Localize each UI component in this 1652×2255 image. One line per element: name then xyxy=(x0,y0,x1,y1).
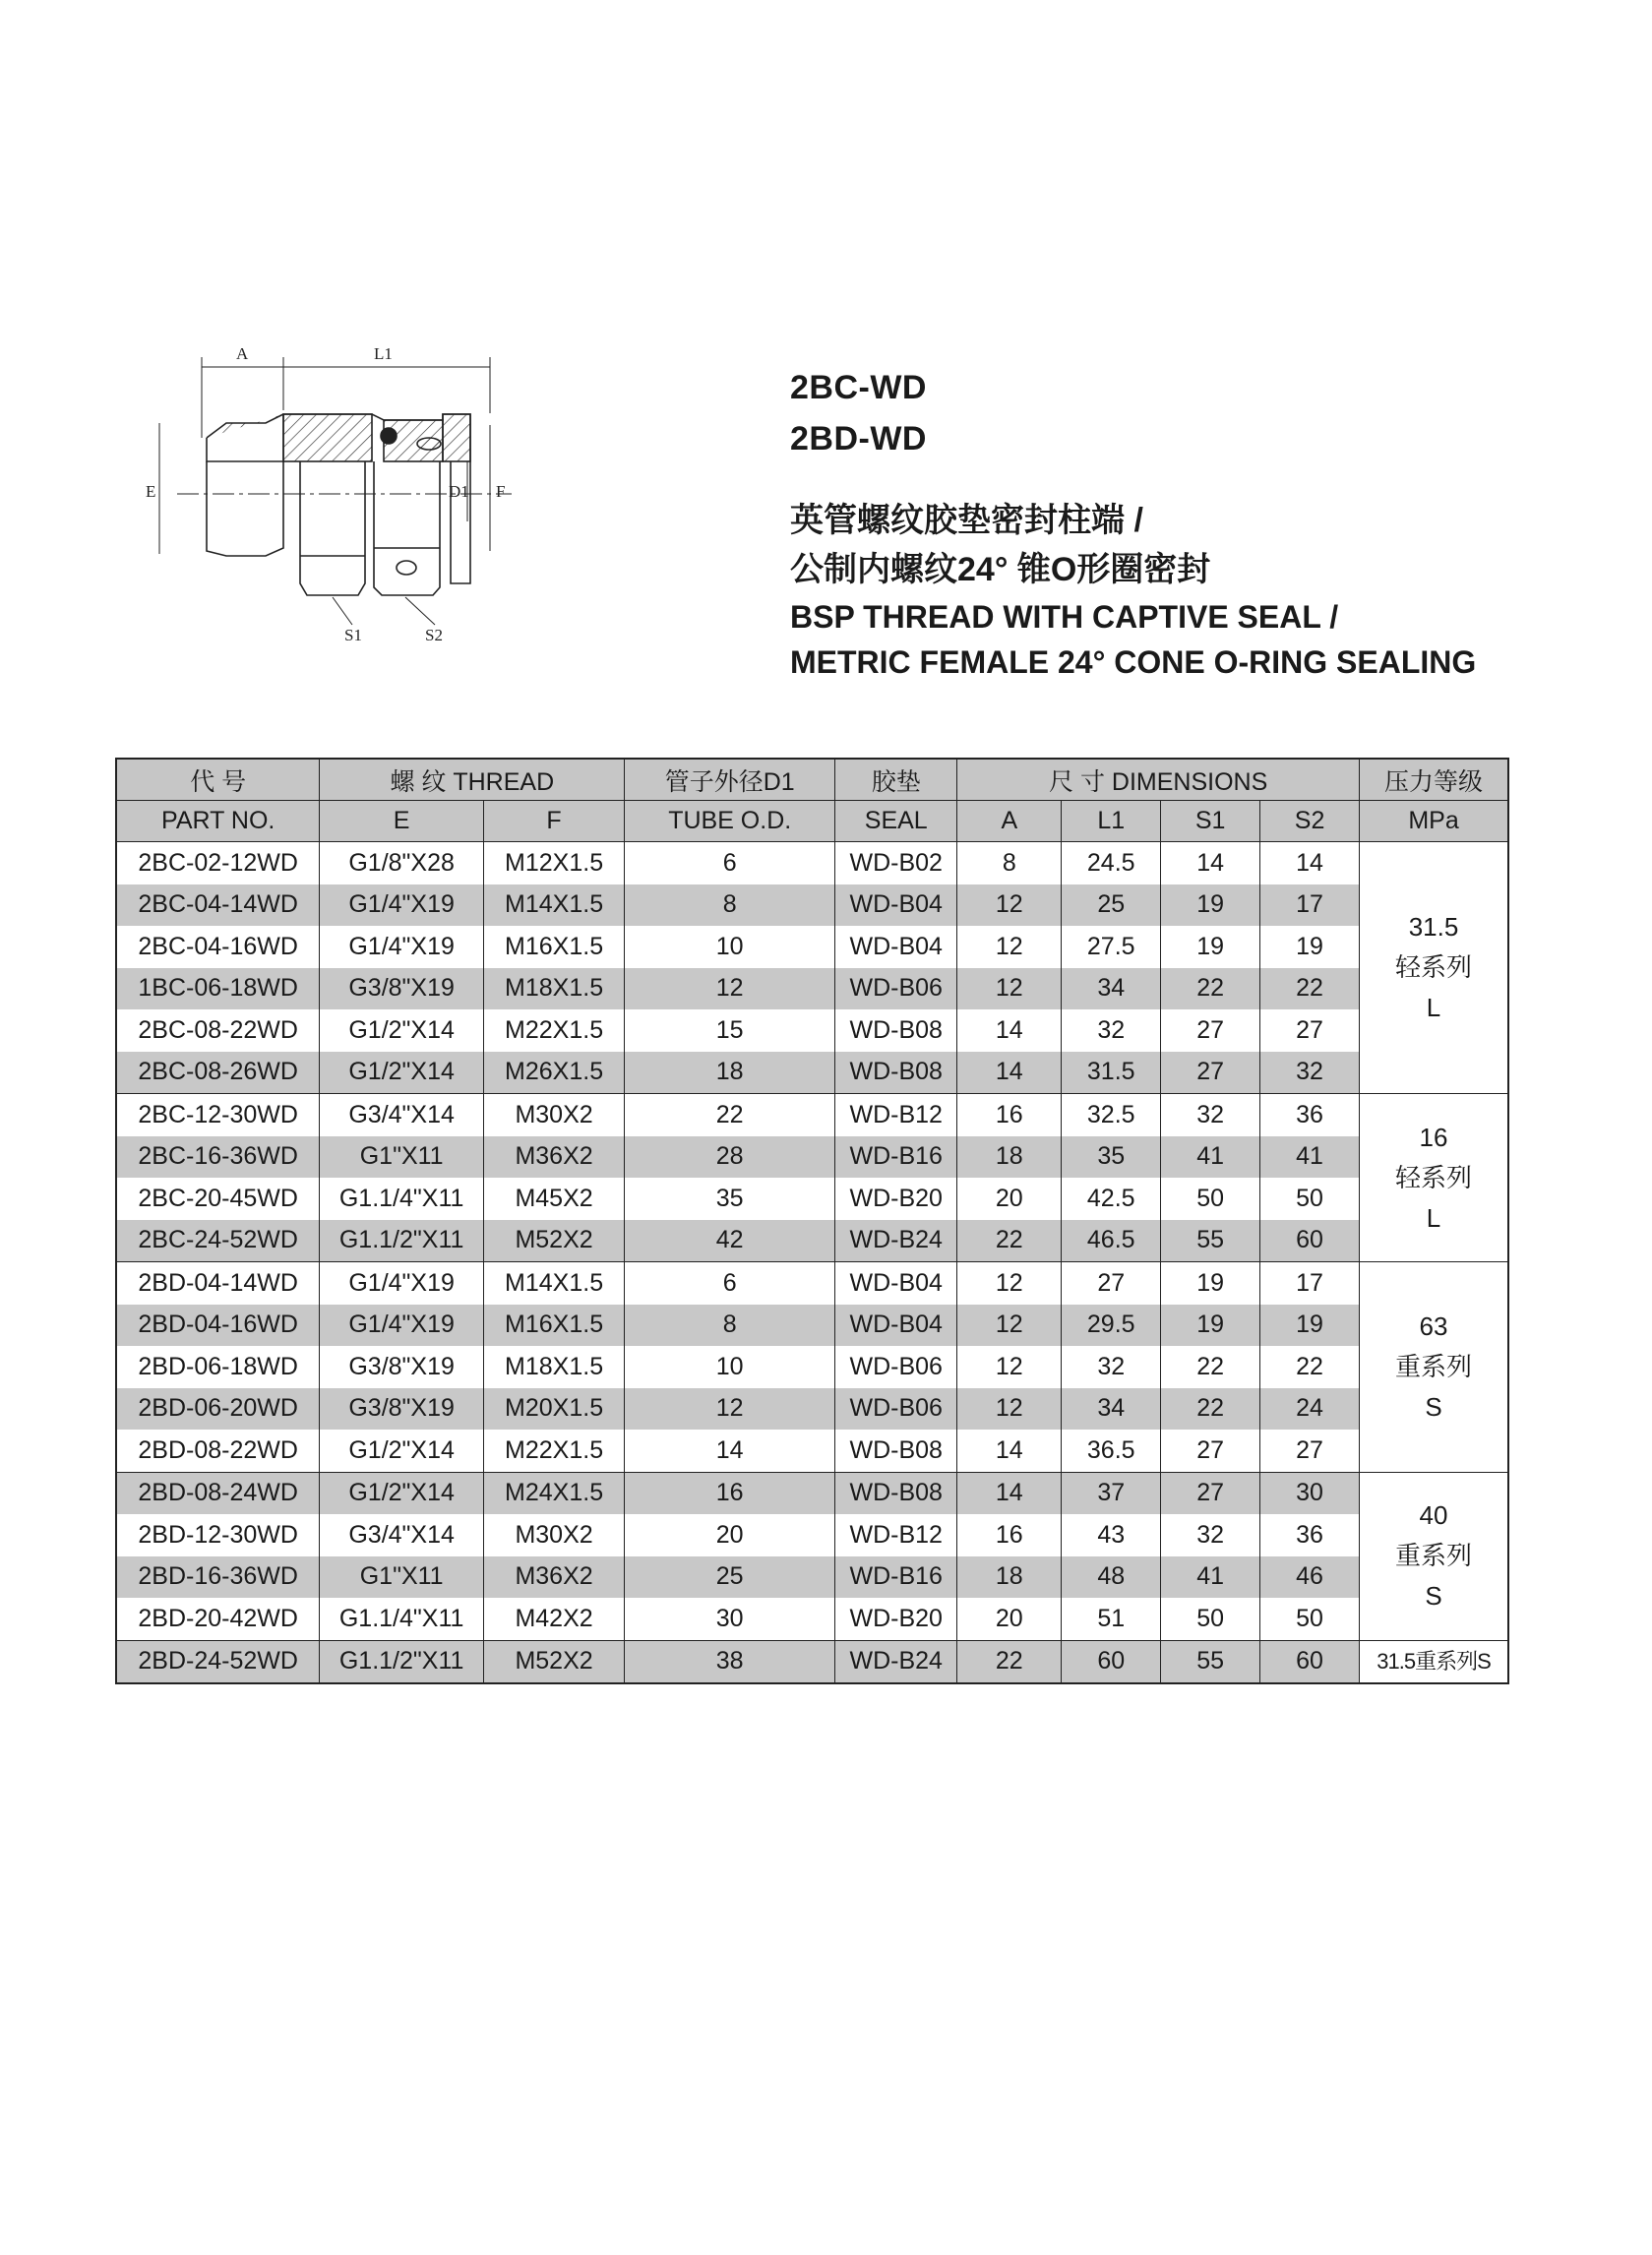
cell-e: G3/4"X14 xyxy=(320,1514,484,1556)
cell-s1: 41 xyxy=(1161,1136,1260,1179)
cell-part: 2BC-24-52WD xyxy=(116,1220,320,1262)
cell-seal: WD-B16 xyxy=(835,1556,957,1599)
table-row xyxy=(116,1514,1508,1556)
cell-s1: 27 xyxy=(1161,1472,1260,1514)
cell-part: 2BD-08-24WD xyxy=(116,1472,320,1514)
cell-part: 2BD-08-22WD xyxy=(116,1430,320,1472)
cell-a: 20 xyxy=(957,1178,1062,1220)
table-row xyxy=(116,842,1508,884)
cell-a: 20 xyxy=(957,1598,1062,1640)
cell-s2: 19 xyxy=(1260,926,1360,968)
cell-a: 12 xyxy=(957,1346,1062,1388)
cell-seal: WD-B20 xyxy=(835,1598,957,1640)
cell-l1: 42.5 xyxy=(1062,1178,1161,1220)
cell-s2: 30 xyxy=(1260,1472,1360,1514)
cell-s2: 41 xyxy=(1260,1136,1360,1179)
header-seal-cn: 胶垫 xyxy=(835,759,957,801)
table-row xyxy=(116,1346,1508,1388)
cell-tube: 22 xyxy=(625,1094,835,1136)
cell-f: M18X1.5 xyxy=(483,1346,624,1388)
cell-s2: 46 xyxy=(1260,1556,1360,1599)
header-s2: S2 xyxy=(1260,801,1360,842)
cell-tube: 18 xyxy=(625,1052,835,1094)
cell-s1: 55 xyxy=(1161,1220,1260,1262)
cell-tube: 35 xyxy=(625,1178,835,1220)
table-row xyxy=(116,1178,1508,1220)
cell-a: 12 xyxy=(957,1305,1062,1347)
cell-s2: 19 xyxy=(1260,1305,1360,1347)
cell-s2: 27 xyxy=(1260,1009,1360,1052)
cell-l1: 43 xyxy=(1062,1514,1161,1556)
cell-tube: 30 xyxy=(625,1598,835,1640)
header-thread: 螺 纹 THREAD xyxy=(320,759,625,801)
cell-f: M16X1.5 xyxy=(483,926,624,968)
cell-s2: 36 xyxy=(1260,1094,1360,1136)
cell-part: 2BC-08-26WD xyxy=(116,1052,320,1094)
cell-f: M30X2 xyxy=(483,1514,624,1556)
cell-l1: 46.5 xyxy=(1062,1220,1161,1262)
cell-s2: 36 xyxy=(1260,1514,1360,1556)
model-code-1: 2BC-WD xyxy=(790,369,927,406)
pressure-group xyxy=(1360,1094,1508,1262)
cell-f: M22X1.5 xyxy=(483,1009,624,1052)
cell-s2: 22 xyxy=(1260,1346,1360,1388)
cell-part: 2BD-04-14WD xyxy=(116,1262,320,1305)
cell-seal: WD-B20 xyxy=(835,1178,957,1220)
cell-a: 16 xyxy=(957,1094,1062,1136)
table-row xyxy=(116,1556,1508,1599)
title-en-line-1: BSP THREAD WITH CAPTIVE SEAL / xyxy=(790,599,1339,635)
cell-seal: WD-B08 xyxy=(835,1430,957,1472)
cell-a: 22 xyxy=(957,1640,1062,1683)
pressure-group xyxy=(1360,1640,1508,1683)
cell-l1: 51 xyxy=(1062,1598,1161,1640)
cell-l1: 27 xyxy=(1062,1262,1161,1305)
cell-seal: WD-B04 xyxy=(835,926,957,968)
cell-e: G1"X11 xyxy=(320,1136,484,1179)
cell-e: G1/2"X14 xyxy=(320,1009,484,1052)
cell-a: 12 xyxy=(957,1388,1062,1431)
table-row xyxy=(116,1009,1508,1052)
cell-f: M30X2 xyxy=(483,1094,624,1136)
cell-s1: 27 xyxy=(1161,1052,1260,1094)
table-row xyxy=(116,1262,1508,1305)
header-seal: SEAL xyxy=(835,801,957,842)
cell-s1: 50 xyxy=(1161,1178,1260,1220)
cell-l1: 60 xyxy=(1062,1640,1161,1683)
pressure-group xyxy=(1360,1472,1508,1640)
header-part-no: PART NO. xyxy=(116,801,320,842)
cell-s1: 27 xyxy=(1161,1430,1260,1472)
pressure-line: 轻系列 xyxy=(1395,952,1473,982)
cell-l1: 32.5 xyxy=(1062,1094,1161,1136)
pressure-line: 63 xyxy=(1419,1310,1448,1341)
cell-tube: 8 xyxy=(625,1305,835,1347)
dim-label-d1: D1 xyxy=(449,482,469,501)
cell-s1: 14 xyxy=(1161,842,1260,884)
cell-e: G1/2"X14 xyxy=(320,1430,484,1472)
cell-f: M45X2 xyxy=(483,1178,624,1220)
cell-part: 2BC-08-22WD xyxy=(116,1009,320,1052)
cell-e: G3/8"X19 xyxy=(320,1346,484,1388)
cell-e: G3/4"X14 xyxy=(320,1094,484,1136)
cell-part: 2BC-02-12WD xyxy=(116,842,320,884)
table-row xyxy=(116,1094,1508,1136)
cell-a: 18 xyxy=(957,1556,1062,1599)
table-row xyxy=(116,884,1508,927)
cell-a: 14 xyxy=(957,1052,1062,1094)
cell-tube: 12 xyxy=(625,968,835,1010)
cell-f: M20X1.5 xyxy=(483,1388,624,1431)
cell-tube: 8 xyxy=(625,884,835,927)
cell-s2: 50 xyxy=(1260,1598,1360,1640)
cell-s1: 41 xyxy=(1161,1556,1260,1599)
cell-seal: WD-B06 xyxy=(835,1388,957,1431)
pressure-line: S xyxy=(1425,1581,1442,1611)
cell-seal: WD-B04 xyxy=(835,884,957,927)
cell-s2: 14 xyxy=(1260,842,1360,884)
cell-s1: 50 xyxy=(1161,1598,1260,1640)
table-row xyxy=(116,968,1508,1010)
cell-part: 2BD-12-30WD xyxy=(116,1514,320,1556)
cell-part: 2BC-04-14WD xyxy=(116,884,320,927)
cell-f: M52X2 xyxy=(483,1220,624,1262)
cell-tube: 38 xyxy=(625,1640,835,1683)
cell-a: 12 xyxy=(957,926,1062,968)
cell-a: 8 xyxy=(957,842,1062,884)
table-row xyxy=(116,1598,1508,1640)
cell-tube: 16 xyxy=(625,1472,835,1514)
pressure-group xyxy=(1360,1262,1508,1473)
cell-seal: WD-B08 xyxy=(835,1472,957,1514)
cell-a: 14 xyxy=(957,1472,1062,1514)
cell-e: G1/4"X19 xyxy=(320,926,484,968)
cell-tube: 6 xyxy=(625,1262,835,1305)
cell-f: M36X2 xyxy=(483,1136,624,1179)
cell-s1: 19 xyxy=(1161,884,1260,927)
cell-f: M36X2 xyxy=(483,1556,624,1599)
cell-seal: WD-B16 xyxy=(835,1136,957,1179)
cell-part: 2BC-12-30WD xyxy=(116,1094,320,1136)
pressure-line: 40 xyxy=(1419,1500,1448,1530)
cell-seal: WD-B08 xyxy=(835,1052,957,1094)
cell-l1: 34 xyxy=(1062,968,1161,1010)
cell-seal: WD-B08 xyxy=(835,1009,957,1052)
cell-s2: 50 xyxy=(1260,1178,1360,1220)
cell-s2: 22 xyxy=(1260,968,1360,1010)
dim-label-f: F xyxy=(496,482,506,501)
cell-s1: 19 xyxy=(1161,926,1260,968)
header-part-no-cn: 代 号 xyxy=(116,759,320,801)
cell-a: 14 xyxy=(957,1430,1062,1472)
cell-e: G3/8"X19 xyxy=(320,968,484,1010)
cell-l1: 35 xyxy=(1062,1136,1161,1179)
cell-f: M12X1.5 xyxy=(483,842,624,884)
cell-tube: 42 xyxy=(625,1220,835,1262)
header-f: F xyxy=(483,801,624,842)
cell-e: G1.1/4"X11 xyxy=(320,1598,484,1640)
table-row xyxy=(116,1472,1508,1514)
cell-seal: WD-B04 xyxy=(835,1305,957,1347)
cell-tube: 10 xyxy=(625,926,835,968)
cell-e: G1.1/2"X11 xyxy=(320,1220,484,1262)
cell-s2: 24 xyxy=(1260,1388,1360,1431)
cell-s2: 17 xyxy=(1260,1262,1360,1305)
pressure-line: L xyxy=(1426,993,1441,1022)
pressure-group xyxy=(1360,842,1508,1094)
cell-e: G1/8"X28 xyxy=(320,842,484,884)
cell-s1: 22 xyxy=(1161,1346,1260,1388)
cell-l1: 36.5 xyxy=(1062,1430,1161,1472)
header-row-1 xyxy=(116,759,1508,801)
cell-part: 2BD-16-36WD xyxy=(116,1556,320,1599)
cell-s1: 22 xyxy=(1161,968,1260,1010)
dim-label-e: E xyxy=(146,482,156,501)
pressure-line: 轻系列 xyxy=(1395,1162,1473,1192)
cell-l1: 27.5 xyxy=(1062,926,1161,968)
pressure-line: 重系列 xyxy=(1395,1351,1473,1381)
cell-e: G1/2"X14 xyxy=(320,1472,484,1514)
cell-l1: 31.5 xyxy=(1062,1052,1161,1094)
cell-l1: 34 xyxy=(1062,1388,1161,1431)
cell-seal: WD-B06 xyxy=(835,1346,957,1388)
cell-e: G1"X11 xyxy=(320,1556,484,1599)
dim-label-l1: L1 xyxy=(374,344,393,363)
cell-part: 2BC-16-36WD xyxy=(116,1136,320,1179)
cell-f: M16X1.5 xyxy=(483,1305,624,1347)
cell-part: 2BD-20-42WD xyxy=(116,1598,320,1640)
cell-e: G1.1/4"X11 xyxy=(320,1178,484,1220)
title-cn-line-2: 公制内螺纹24° 锥O形圈密封 xyxy=(790,551,1211,588)
cell-part: 2BD-24-52WD xyxy=(116,1640,320,1683)
table-row xyxy=(116,1052,1508,1094)
table-row xyxy=(116,1388,1508,1431)
table-row xyxy=(116,1136,1508,1179)
cell-a: 16 xyxy=(957,1514,1062,1556)
cell-l1: 37 xyxy=(1062,1472,1161,1514)
cell-part: 2BC-04-16WD xyxy=(116,926,320,968)
cell-a: 12 xyxy=(957,968,1062,1010)
cell-s2: 32 xyxy=(1260,1052,1360,1094)
header-dimensions: 尺 寸 DIMENSIONS xyxy=(957,759,1360,801)
table-row xyxy=(116,1640,1508,1683)
pressure-line: 16 xyxy=(1419,1122,1448,1152)
cell-part: 1BC-06-18WD xyxy=(116,968,320,1010)
cell-s1: 32 xyxy=(1161,1514,1260,1556)
table-row xyxy=(116,1305,1508,1347)
header-tube-cn: 管子外径D1 xyxy=(625,759,835,801)
cell-s2: 27 xyxy=(1260,1430,1360,1472)
cell-a: 18 xyxy=(957,1136,1062,1179)
table-row xyxy=(116,1220,1508,1262)
cell-tube: 28 xyxy=(625,1136,835,1179)
cell-tube: 25 xyxy=(625,1556,835,1599)
cell-f: M22X1.5 xyxy=(483,1430,624,1472)
cell-part: 2BC-20-45WD xyxy=(116,1178,320,1220)
cell-a: 22 xyxy=(957,1220,1062,1262)
cell-f: M52X2 xyxy=(483,1640,624,1683)
cell-part: 2BD-04-16WD xyxy=(116,1305,320,1347)
cell-seal: WD-B12 xyxy=(835,1514,957,1556)
spec-table xyxy=(115,758,1509,1684)
pressure-line: 31.5重系列S xyxy=(1377,1649,1491,1675)
cell-s1: 19 xyxy=(1161,1305,1260,1347)
cell-s2: 60 xyxy=(1260,1220,1360,1262)
cell-tube: 6 xyxy=(625,842,835,884)
cell-e: G1/4"X19 xyxy=(320,884,484,927)
header-l1: L1 xyxy=(1062,801,1161,842)
cell-e: G3/8"X19 xyxy=(320,1388,484,1431)
cell-s1: 27 xyxy=(1161,1009,1260,1052)
cell-tube: 12 xyxy=(625,1388,835,1431)
cell-s1: 55 xyxy=(1161,1640,1260,1683)
cell-l1: 32 xyxy=(1062,1009,1161,1052)
model-code-2: 2BD-WD xyxy=(790,420,927,457)
cell-part: 2BD-06-20WD xyxy=(116,1388,320,1431)
cell-seal: WD-B04 xyxy=(835,1262,957,1305)
cell-s1: 32 xyxy=(1161,1094,1260,1136)
cell-tube: 15 xyxy=(625,1009,835,1052)
cell-l1: 25 xyxy=(1062,884,1161,927)
cell-tube: 14 xyxy=(625,1430,835,1472)
cell-l1: 48 xyxy=(1062,1556,1161,1599)
pressure-line: 31.5 xyxy=(1408,912,1459,942)
header-s1: S1 xyxy=(1161,801,1260,842)
cell-l1: 29.5 xyxy=(1062,1305,1161,1347)
header-tube-od: TUBE O.D. xyxy=(625,801,835,842)
cell-f: M42X2 xyxy=(483,1598,624,1640)
pressure-line: 重系列 xyxy=(1395,1541,1473,1570)
cell-s2: 17 xyxy=(1260,884,1360,927)
cell-s1: 22 xyxy=(1161,1388,1260,1431)
cell-seal: WD-B02 xyxy=(835,842,957,884)
cell-e: G1.1/2"X11 xyxy=(320,1640,484,1683)
cell-f: M24X1.5 xyxy=(483,1472,624,1514)
cell-seal: WD-B24 xyxy=(835,1640,957,1683)
cell-f: M14X1.5 xyxy=(483,1262,624,1305)
spec-table-body xyxy=(116,842,1508,1684)
cell-seal: WD-B06 xyxy=(835,968,957,1010)
cell-a: 12 xyxy=(957,884,1062,927)
fitting-drawing xyxy=(138,330,610,664)
cell-s2: 60 xyxy=(1260,1640,1360,1683)
cell-e: G1/4"X19 xyxy=(320,1305,484,1347)
cell-tube: 20 xyxy=(625,1514,835,1556)
title-cn-line-1: 英管螺纹胶垫密封柱端 / xyxy=(790,502,1143,539)
cell-l1: 32 xyxy=(1062,1346,1161,1388)
header-a: A xyxy=(957,801,1062,842)
pressure-line: S xyxy=(1425,1391,1442,1422)
title-en-line-2: METRIC FEMALE 24° CONE O-RING SEALING xyxy=(790,644,1477,680)
dim-label-s2: S2 xyxy=(425,626,443,644)
header-mpa: MPa xyxy=(1360,801,1508,842)
cell-f: M26X1.5 xyxy=(483,1052,624,1094)
header-row-2 xyxy=(116,801,1508,842)
cell-tube: 10 xyxy=(625,1346,835,1388)
cell-e: G1/2"X14 xyxy=(320,1052,484,1094)
cell-e: G1/4"X19 xyxy=(320,1262,484,1305)
cell-l1: 24.5 xyxy=(1062,842,1161,884)
table-row xyxy=(116,926,1508,968)
cell-seal: WD-B12 xyxy=(835,1094,957,1136)
dim-label-s1: S1 xyxy=(344,626,362,644)
pressure-line: L xyxy=(1426,1202,1441,1233)
cell-f: M18X1.5 xyxy=(483,968,624,1010)
table-row xyxy=(116,1430,1508,1472)
dim-label-a: A xyxy=(236,344,249,363)
cell-seal: WD-B24 xyxy=(835,1220,957,1262)
header-e: E xyxy=(320,801,484,842)
cell-part: 2BD-06-18WD xyxy=(116,1346,320,1388)
title-block xyxy=(790,362,1597,685)
header-pressure-cn: 压力等级 xyxy=(1360,759,1508,801)
cell-a: 14 xyxy=(957,1009,1062,1052)
cell-a: 12 xyxy=(957,1262,1062,1305)
cell-s1: 19 xyxy=(1161,1262,1260,1305)
cell-f: M14X1.5 xyxy=(483,884,624,927)
